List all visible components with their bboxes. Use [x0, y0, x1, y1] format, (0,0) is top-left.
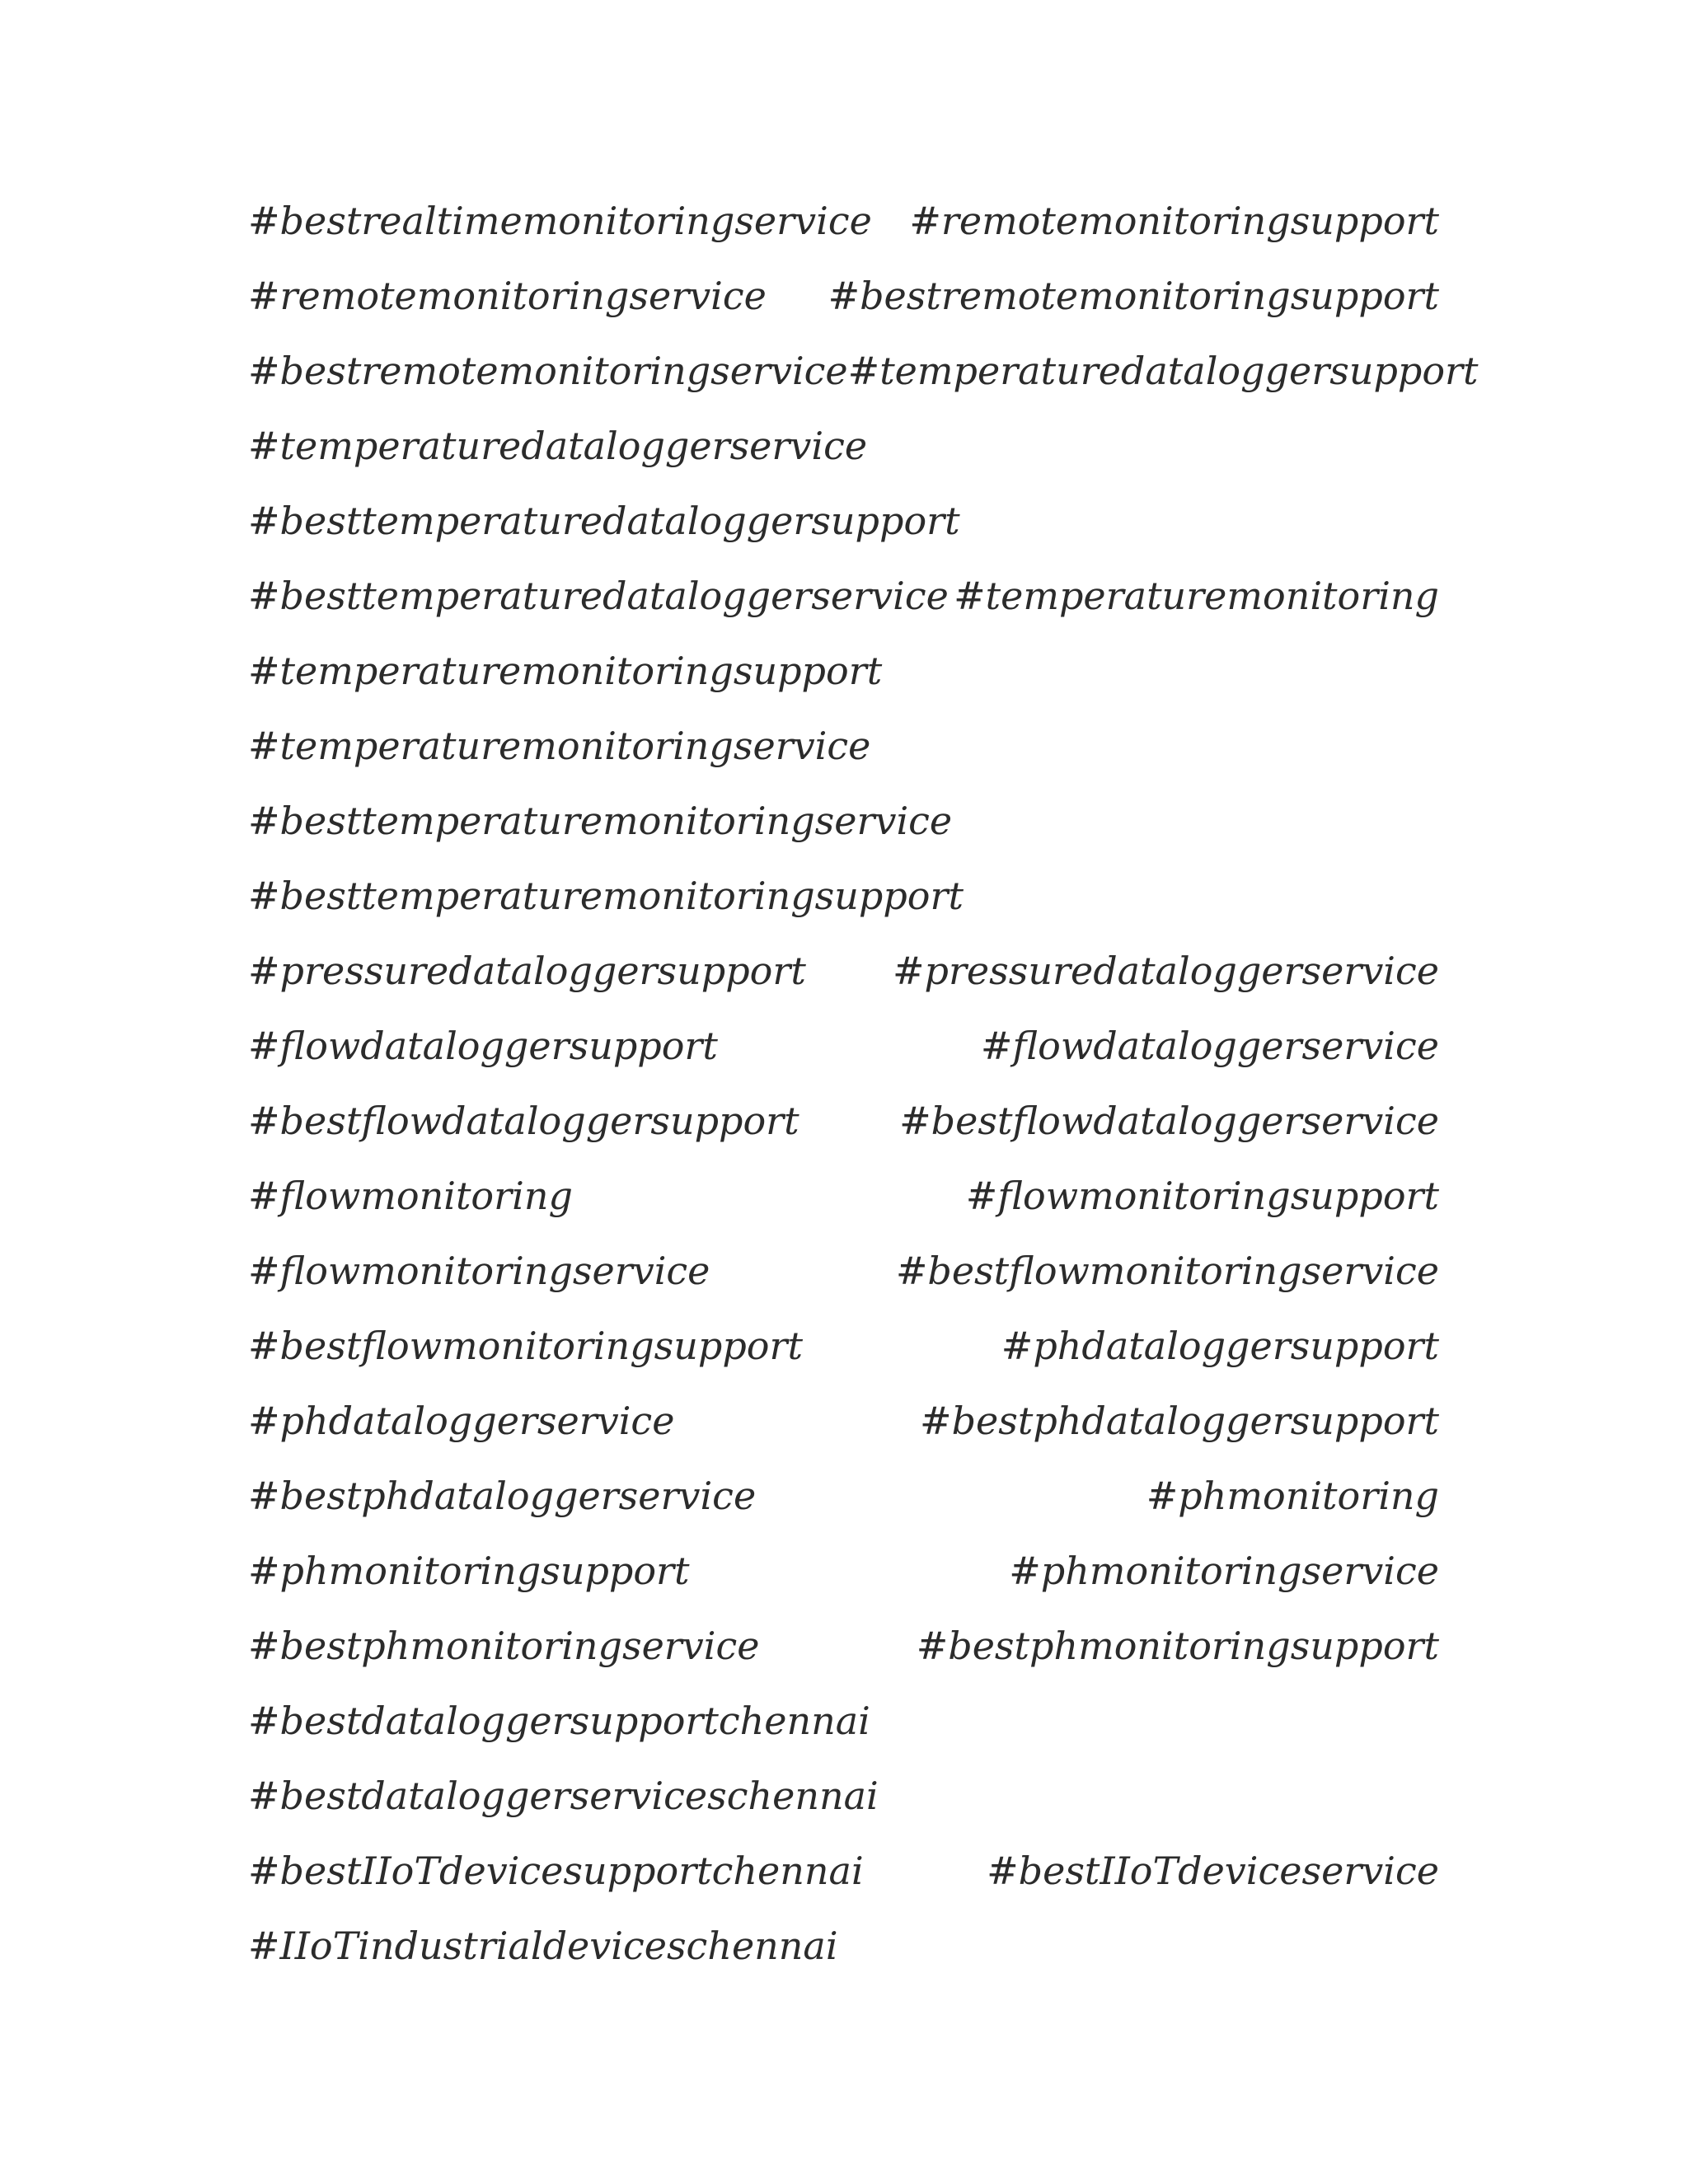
- hashtag: #bestdataloggerserviceschennai: [248, 1774, 879, 1818]
- hashtag: #phdataloggersupport: [1001, 1324, 1439, 1368]
- text-line: [248, 1309, 1439, 1384]
- hashtag: #phmonitoringservice: [1009, 1549, 1439, 1593]
- text-line: [248, 859, 1439, 934]
- hashtag: #bestremotemonitoringservice: [248, 349, 848, 393]
- hashtag: #flowdataloggersupport: [248, 1024, 718, 1068]
- hashtag: #pressuredataloggerservice: [892, 949, 1439, 993]
- text-line: [248, 409, 1439, 484]
- text-line: [248, 1234, 1439, 1309]
- hashtag: #bestremotemonitoringsupport: [828, 274, 1439, 318]
- text-line: [248, 1684, 1439, 1759]
- text-line: [248, 784, 1439, 859]
- hashtag: #bestrealtimemonitoringservice: [248, 199, 872, 243]
- text-line: [248, 1834, 1439, 1909]
- hashtag: #bestdataloggersupportchennai: [248, 1699, 870, 1743]
- text-line: [248, 1534, 1439, 1609]
- hashtag: #bestflowmonitoringservice: [895, 1249, 1439, 1293]
- hashtag: #bestflowmonitoringsupport: [248, 1324, 803, 1368]
- hashtag: #flowdataloggerservice: [980, 1024, 1439, 1068]
- text-line: [248, 1159, 1439, 1234]
- text-line: [248, 1459, 1439, 1534]
- hashtag: #temperaturemonitoringsupport: [248, 649, 883, 693]
- text-line: [248, 334, 1479, 409]
- hashtag: #phmonitoring: [1146, 1474, 1439, 1518]
- hashtag: #phmonitoringsupport: [248, 1549, 690, 1593]
- text-line: [248, 934, 1439, 1009]
- hashtag: #bestflowdataloggersupport: [248, 1099, 799, 1143]
- hashtag: #bestIIoTdevicesupportchennai: [248, 1849, 864, 1893]
- text-line: [248, 634, 1439, 709]
- hashtag: #besttemperaturedataloggersupport: [248, 499, 960, 543]
- hashtag: #bestphdataloggerservice: [248, 1474, 757, 1518]
- hashtag: #temperaturemonitoring: [954, 574, 1439, 618]
- text-line: [248, 1609, 1439, 1684]
- text-line: [248, 484, 1439, 559]
- hashtag-text-block: [248, 184, 1479, 1984]
- hashtag: #bestphdataloggersupport: [920, 1399, 1439, 1443]
- hashtag: #bestphmonitoringsupport: [916, 1624, 1439, 1668]
- hashtag: #temperaturemonitoringservice: [248, 724, 871, 768]
- hashtag: #besttemperaturedataloggerservice: [248, 574, 949, 618]
- hashtag: #pressuredataloggersupport: [248, 949, 806, 993]
- hashtag: #phdataloggerservice: [248, 1399, 675, 1443]
- text-line: [248, 184, 1439, 259]
- hashtag: #flowmonitoring: [248, 1174, 573, 1218]
- hashtag: #remotemonitoringsupport: [909, 199, 1439, 243]
- text-line: [248, 1909, 1439, 1984]
- text-line: [248, 1009, 1439, 1084]
- text-line: [248, 559, 1439, 634]
- hashtag: #bestphmonitoringservice: [248, 1624, 760, 1668]
- hashtag: #temperaturedataloggerservice: [248, 424, 868, 468]
- text-line: [248, 1384, 1439, 1459]
- text-line: [248, 259, 1439, 334]
- hashtag: #bestIIoTdeviceservice: [987, 1849, 1439, 1893]
- hashtag: #besttemperaturemonitoringsupport: [248, 874, 964, 918]
- hashtag: #temperaturedataloggersupport: [847, 349, 1479, 393]
- text-line: [248, 1759, 1439, 1834]
- text-line: [248, 709, 1439, 784]
- hashtag: #bestflowdataloggerservice: [899, 1099, 1439, 1143]
- hashtag: #remotemonitoringservice: [248, 274, 767, 318]
- hashtag: #besttemperaturemonitoringservice: [248, 799, 953, 843]
- hashtag: #IIoTindustrialdeviceschennai: [248, 1924, 838, 1968]
- hashtag: #flowmonitoringservice: [248, 1249, 710, 1293]
- hashtag: #flowmonitoringsupport: [965, 1174, 1439, 1218]
- text-line: [248, 1084, 1439, 1159]
